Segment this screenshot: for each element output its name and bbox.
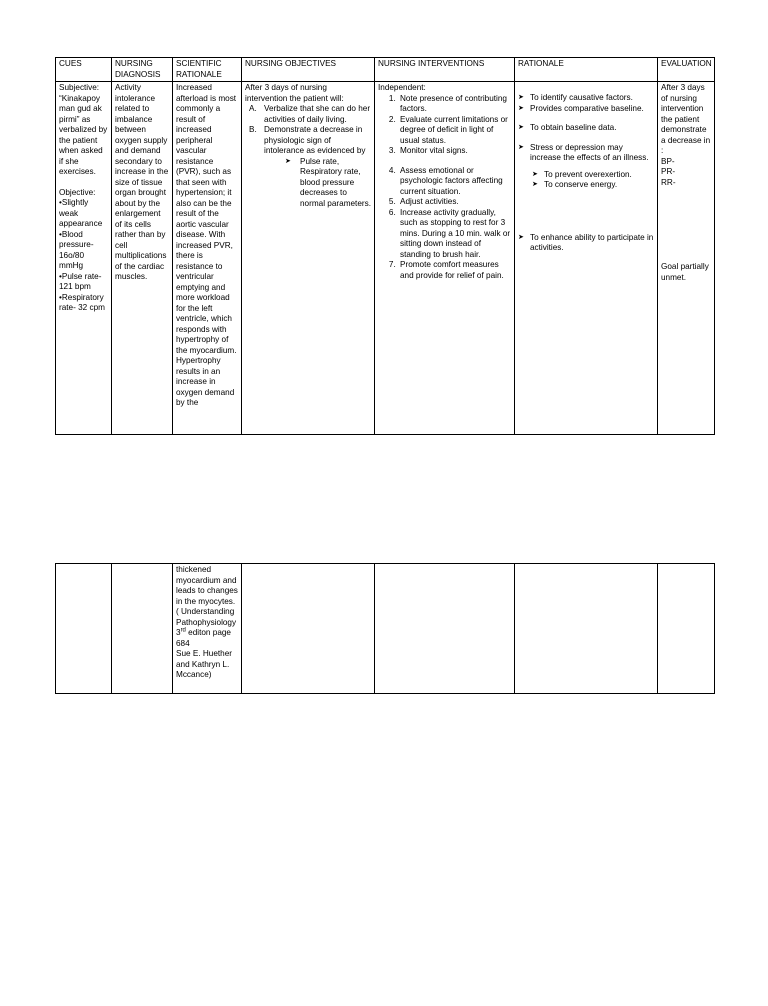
citation-authors: Sue E. Huether and Kathryn L. Mccance) [176,649,232,679]
header-nursing-objectives: NURSING OBJECTIVES [242,58,375,82]
arrow-bullet-icon: ➤ [532,170,538,178]
objective-item: •Pulse rate- 121 bpm [59,271,102,291]
list-item: 1. Note presence of contributing factors. [398,94,511,115]
rationale-text: Provides comparative baseline. [530,103,644,113]
interventions-label: Independent: [378,83,426,92]
list-item: 3. Monitor vital signs. [398,146,511,157]
objective-item: •Slightly weak appearance [59,198,103,228]
list-item [518,104,654,115]
objectives-intro: After 3 days of nursing intervention the patient will: [245,83,344,103]
objective-item: •Blood pressure- 16o/80 mmHg [59,229,94,270]
objective-label: Objective: [59,187,96,197]
list-item: 5. Adjust activities. [398,197,511,208]
header-nursing-diagnosis: NURSING DIAGNOSIS [112,58,173,82]
arrow-bullet-icon: ➤ [285,157,291,165]
objective-text: Verbalize that she can do her activities of daily living. [264,104,371,124]
evaluation-bp: BP- [661,156,675,166]
cues-cell [56,564,112,694]
table-row [56,82,715,435]
list-item [518,233,654,254]
list-item [518,143,654,164]
header-scientific-rationale: SCIENTIFIC RATIONALE [173,58,242,82]
list-item: 4. Assess emotional or psychologic factors affecting current situation. [398,166,511,198]
arrow-bullet-icon: ➤ [518,233,524,241]
objectives-cell [242,564,375,694]
list-item: 6. Increase activity gradually, such as stopping to rest for 3 mins. During a 10 min. walk or sitting down instead of standing to brush hair. [398,208,511,261]
citation [176,607,238,649]
list-item [245,104,371,125]
arrow-bullet-icon: ➤ [518,124,524,131]
objective-marker: A. [249,104,257,113]
header-rationale: RATIONALE [515,58,658,82]
evaluation-pr: PR- [661,167,676,176]
objective-item: •Respiratory rate- 32 cpm [59,292,105,312]
list-item [245,125,371,157]
scientific-rationale-cell [173,82,242,435]
rationale-text: To obtain baseline data. [530,123,617,132]
interventions-cell [375,564,515,694]
objective-sub-item: Pulse rate, Respiratory rate, blood pressure decreases to normal parameters. [300,156,371,208]
evaluation-rr: RR- [661,177,676,187]
rationale-text: To conserve energy. [544,180,618,189]
citation-superscript: rd [180,627,186,634]
arrow-bullet-icon: ➤ [532,181,538,188]
citation-text: editon page 684 [176,628,231,648]
arrow-bullet-icon: ➤ [518,104,524,112]
list-item [518,93,654,104]
arrow-bullet-icon: ➤ [518,143,524,151]
evaluation-cell [658,564,715,694]
objective-marker: B. [249,125,257,134]
header-cues: CUES [56,58,112,82]
diagnosis-cell [112,564,173,694]
diagnosis-text: Activity intolerance related to imbalance between oxygen supply and demand secondary to increase in the size of tissue organ brought about by the enlargement of its cells rather than by cell multiplications of the cardiac muscles. [115,83,169,281]
interventions-cell [375,82,515,435]
list-item [518,180,654,191]
evaluation-cell [658,82,715,435]
list-item [518,123,654,134]
rationale-text: Stress or depression may increase the effects of an illness. [530,142,649,162]
diagnosis-cell [112,82,173,435]
scientific-rationale-text: Increased afterload is most commonly a result of increased peripheral vascular resistance (PVR), such as that seen with hypertension; it also can be the result of the aortic vascular disease. With increased PVR, there is resistance to ventricular emptying and more workload for the left ventricle, which responds with hypertrophy of the myocardium. Hypertrophy results in an increase in oxygen demand by the [176,83,237,407]
objective-text: Demonstrate a decrease in physiologic sign of intolerance as evidenced by [264,125,366,155]
table-row [56,564,715,694]
rationale-cell [515,564,658,694]
scientific-rationale-cell [173,564,242,694]
rationale-cell [515,82,658,435]
rationale-text: To prevent overexertion. [544,169,632,179]
subjective-label: Subjective: [59,83,100,92]
scientific-rationale-text: thickened myocardium and leads to changes in the myocytes. [176,565,238,606]
header-row [56,58,715,82]
care-plan-table [55,57,715,435]
interventions-list [378,94,511,282]
list-item [245,157,371,210]
evaluation-intro: After 3 days of nursing intervention the patient demonstrate a decrease in : [661,83,711,155]
header-evaluation: EVALUATION [658,58,715,82]
rationale-text: To enhance ability to participate in activities. [530,232,654,252]
evaluation-goal: Goal partially unmet. [661,262,709,282]
list-item: 7. Promote comfort measures and provide for relief of pain. [398,260,511,281]
header-nursing-interventions: NURSING INTERVENTIONS [375,58,515,82]
objectives-cell [242,82,375,435]
cues-cell [56,82,112,435]
rationale-text: To identify causative factors. [530,93,633,102]
care-plan-table-continued [55,563,715,694]
arrow-bullet-icon: ➤ [518,94,524,101]
list-item: 2. Evaluate current limitations or degree of deficit in light of usual status. [398,115,511,147]
subjective-text: “Kinakapoy man gud ak pirmi” as verbalized by the patient when asked if she exercises. [59,93,108,176]
list-item [518,170,654,181]
citation-text: ( Understanding Pathophysiology 3 [176,607,237,637]
